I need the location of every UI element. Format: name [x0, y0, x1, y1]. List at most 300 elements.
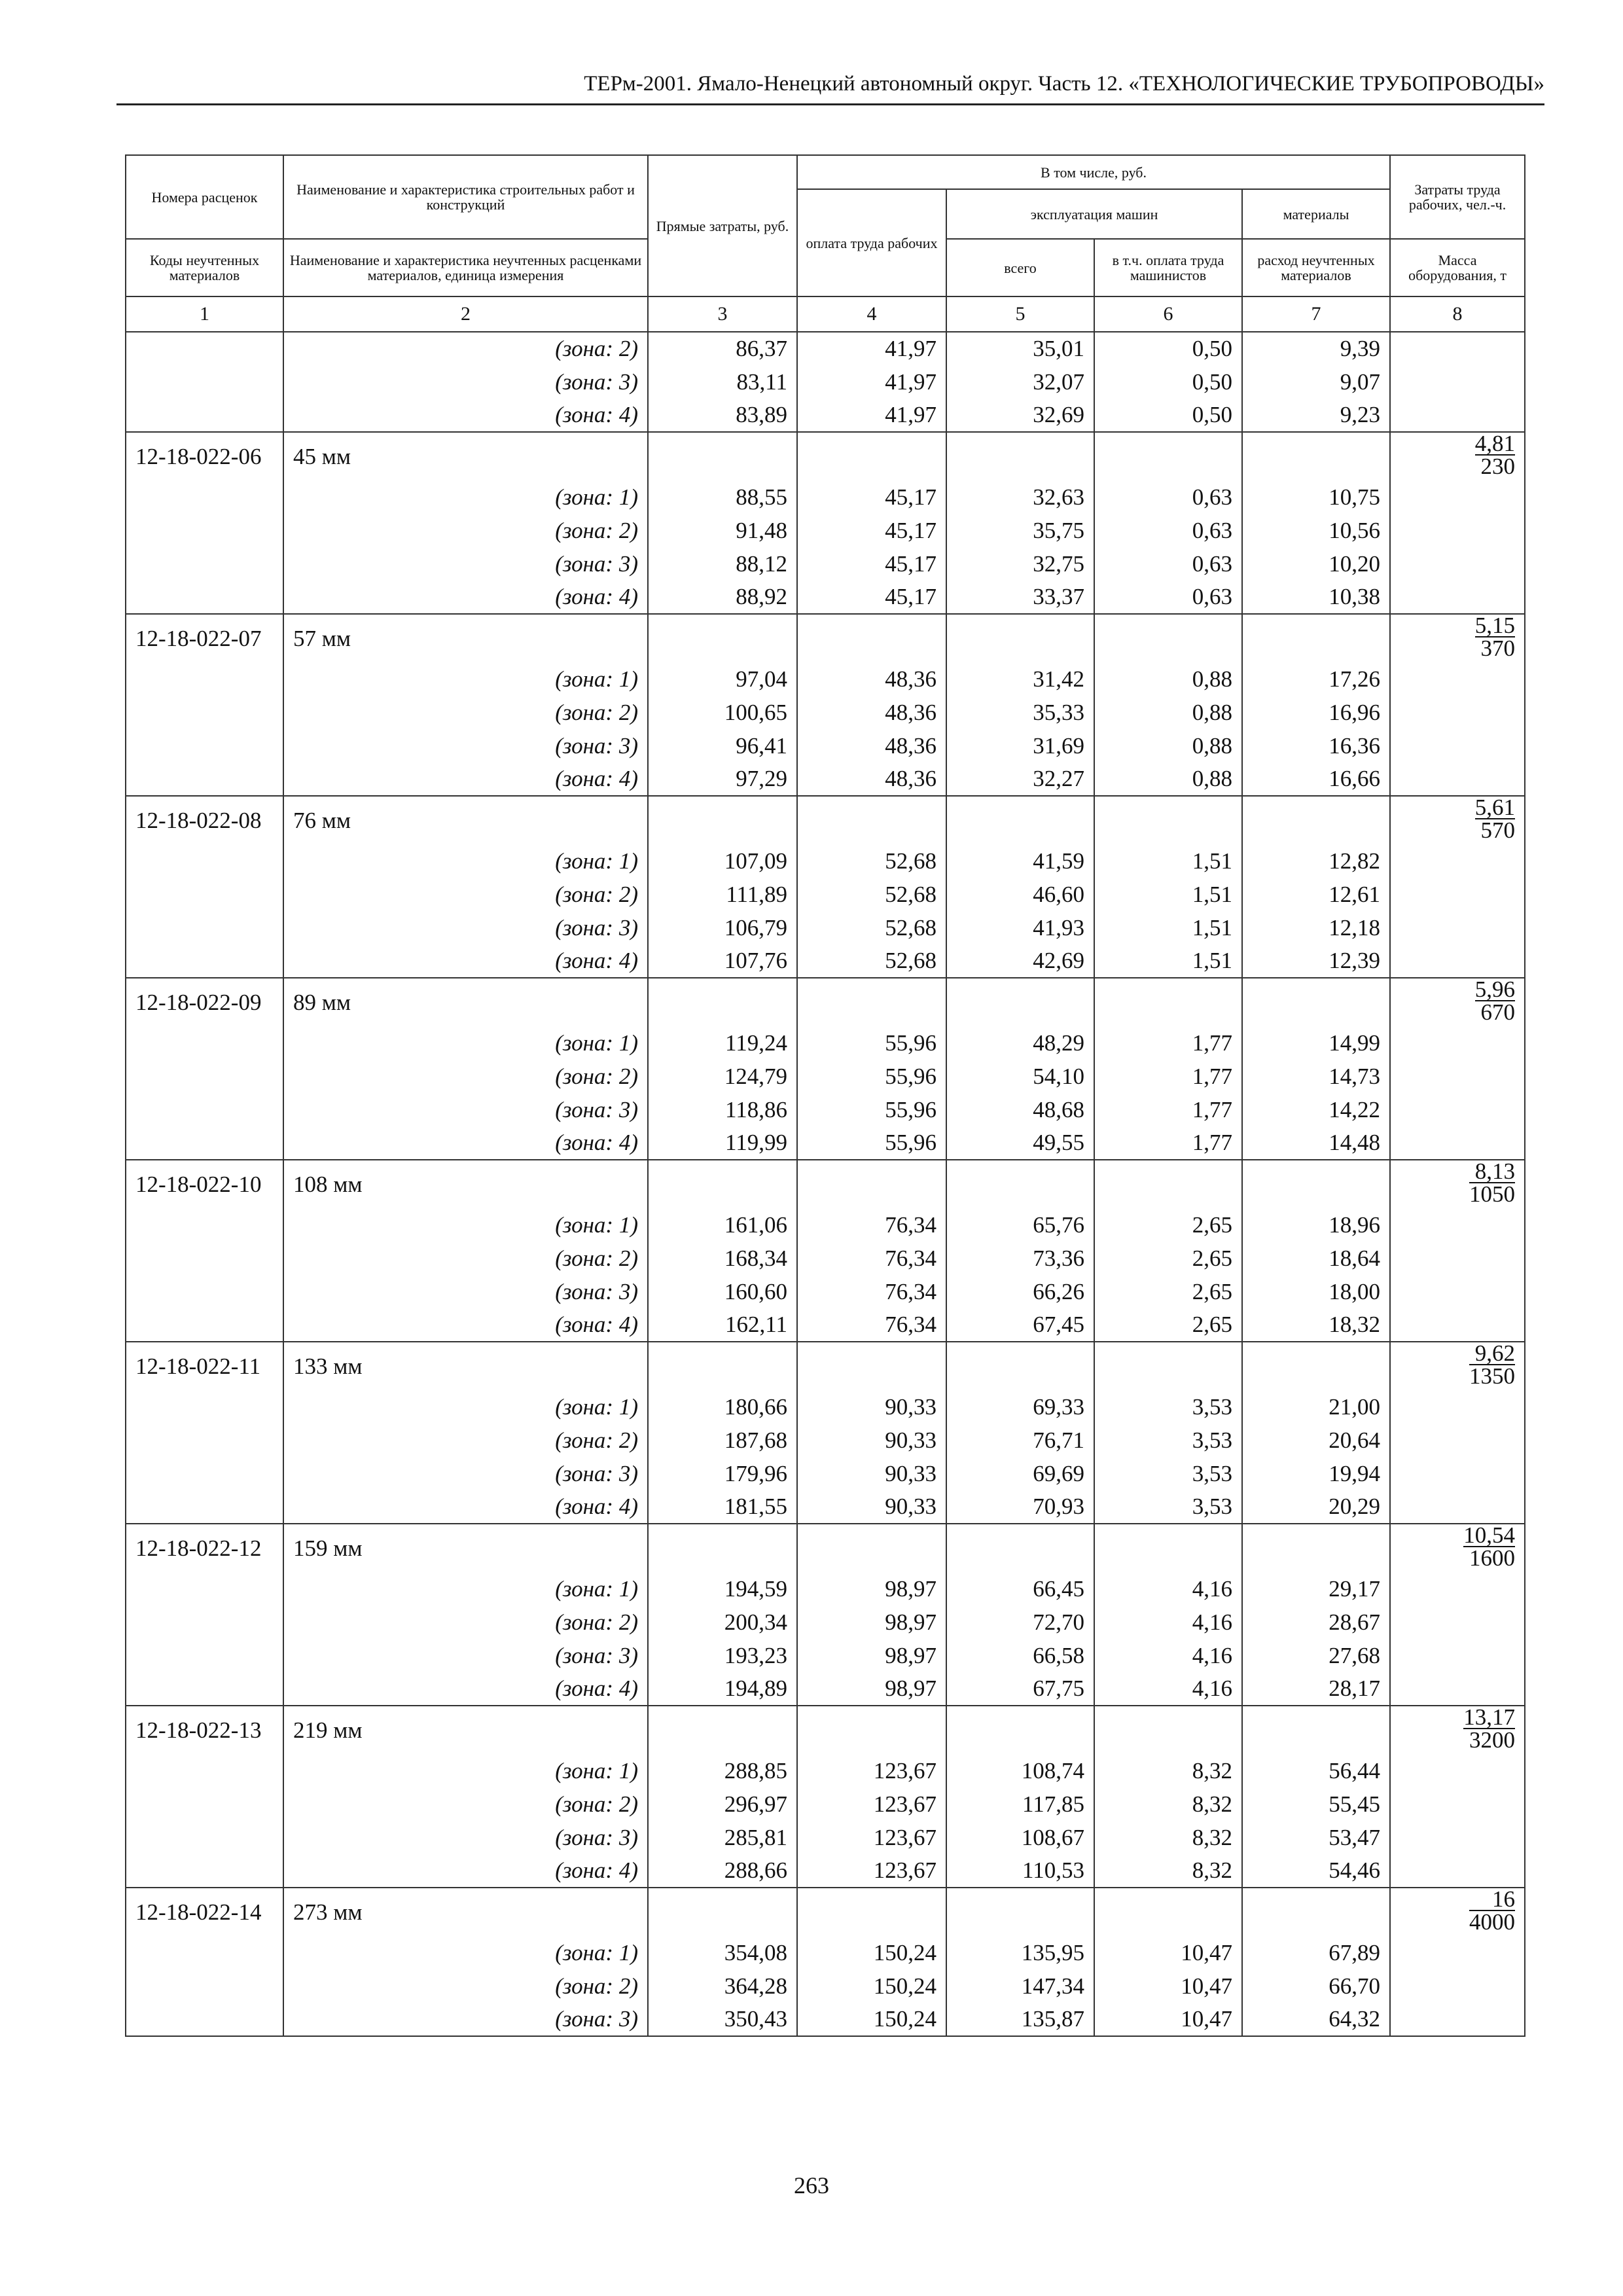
materials-cost: 14,48	[1242, 1126, 1390, 1160]
materials-cost: 12,18	[1242, 911, 1390, 944]
zone-label: (зона: 3)	[283, 1093, 648, 1126]
item-row	[126, 978, 1525, 1026]
materials-cost: 12,39	[1242, 944, 1390, 978]
empty-cell	[1390, 1605, 1525, 1639]
zone-label: (зона: 3)	[283, 1821, 648, 1854]
item-row	[126, 614, 1525, 662]
empty-cell	[1390, 911, 1525, 944]
machinist-wage: 1,51	[1094, 844, 1242, 878]
labor-mass-cell	[1390, 1160, 1525, 1208]
machinist-wage: 0,63	[1094, 480, 1242, 514]
empty-cell	[126, 1126, 283, 1160]
machinist-wage: 1,77	[1094, 1060, 1242, 1093]
zone-label: (зона: 1)	[283, 1208, 648, 1242]
empty-cell	[1390, 944, 1525, 978]
equipment-mass: 230	[1480, 454, 1516, 479]
machine-total: 32,27	[946, 762, 1094, 796]
direct-cost: 83,11	[648, 365, 797, 399]
equipment-mass: 1600	[1469, 1545, 1516, 1571]
machinist-wage: 0,50	[1094, 332, 1242, 365]
header-rule	[116, 103, 1544, 105]
machine-total: 41,93	[946, 911, 1094, 944]
empty-cell	[1094, 614, 1242, 662]
zone-label: (зона: 3)	[283, 1457, 648, 1490]
empty-cell	[1390, 1821, 1525, 1854]
empty-cell	[126, 1457, 283, 1490]
empty-cell	[126, 1936, 283, 1969]
worker-wage: 90,33	[797, 1424, 946, 1457]
empty-cell	[126, 2003, 283, 2036]
equipment-mass: 4000	[1469, 1909, 1516, 1935]
machine-total: 31,69	[946, 729, 1094, 762]
item-code: 12-18-022-11	[126, 1342, 283, 1390]
materials-cost: 10,56	[1242, 514, 1390, 547]
empty-cell	[126, 1424, 283, 1457]
worker-wage: 48,36	[797, 762, 946, 796]
machine-total: 135,95	[946, 1936, 1094, 1969]
zone-row	[126, 1572, 1525, 1605]
machinist-wage: 0,50	[1094, 365, 1242, 399]
price-table	[125, 154, 1525, 2037]
zone-label: (зона: 2)	[283, 332, 648, 365]
zone-label: (зона: 1)	[283, 1026, 648, 1060]
machine-total: 65,76	[946, 1208, 1094, 1242]
machinist-wage: 1,51	[1094, 878, 1242, 911]
worker-wage: 52,68	[797, 944, 946, 978]
header-num: 3	[648, 296, 797, 332]
worker-wage: 55,96	[797, 1060, 946, 1093]
machine-total: 66,58	[946, 1639, 1094, 1672]
worker-wage: 76,34	[797, 1242, 946, 1275]
header-group-machines: эксплуатация машин	[946, 189, 1242, 239]
empty-cell	[1390, 878, 1525, 911]
direct-cost: 350,43	[648, 2003, 797, 2036]
empty-cell	[126, 514, 283, 547]
zone-row	[126, 1754, 1525, 1787]
machine-total: 108,67	[946, 1821, 1094, 1854]
direct-cost: 179,96	[648, 1457, 797, 1490]
direct-cost: 187,68	[648, 1424, 797, 1457]
labor-mass-fraction	[1469, 1888, 1515, 1933]
table-header	[126, 155, 1525, 332]
zone-row	[126, 1936, 1525, 1969]
labor-mass-cell	[1390, 614, 1525, 662]
worker-wage: 41,97	[797, 332, 946, 365]
materials-cost: 67,89	[1242, 1936, 1390, 1969]
item-code: 12-18-022-13	[126, 1706, 283, 1754]
zone-row	[126, 2003, 1525, 2036]
direct-cost: 97,29	[648, 762, 797, 796]
empty-cell	[126, 1390, 283, 1424]
empty-cell	[797, 1524, 946, 1572]
equipment-mass: 570	[1480, 817, 1516, 843]
zone-label: (зона: 2)	[283, 696, 648, 729]
machine-total: 69,69	[946, 1457, 1094, 1490]
empty-cell	[1094, 432, 1242, 480]
worker-wage: 76,34	[797, 1308, 946, 1342]
empty-cell	[1390, 1672, 1525, 1706]
materials-cost: 16,36	[1242, 729, 1390, 762]
direct-cost: 296,97	[648, 1787, 797, 1821]
empty-cell	[1390, 1572, 1525, 1605]
machine-total: 35,33	[946, 696, 1094, 729]
labor-mass-cell	[1390, 1706, 1525, 1754]
direct-cost: 288,66	[648, 1854, 797, 1888]
zone-label: (зона: 2)	[283, 878, 648, 911]
zone-row	[126, 1787, 1525, 1821]
running-header: ТЕРм-2001. Ямало-Ненецкий автономный округ. Часть 12. «ТЕХНОЛОГИЧЕСКИЕ ТРУБОПРОВОДЫ»	[584, 72, 1544, 96]
zone-label: (зона: 1)	[283, 1572, 648, 1605]
empty-cell	[946, 978, 1094, 1026]
zone-label: (зона: 1)	[283, 1754, 648, 1787]
item-name: 57 мм	[283, 614, 648, 662]
header-group-materials: материалы	[1242, 189, 1390, 239]
zone-row	[126, 662, 1525, 696]
machine-total: 48,29	[946, 1026, 1094, 1060]
labor-mass-fraction	[1463, 1706, 1515, 1751]
empty-cell	[946, 1888, 1094, 1936]
materials-cost: 14,99	[1242, 1026, 1390, 1060]
zone-label: (зона: 4)	[283, 762, 648, 796]
empty-cell	[1390, 1242, 1525, 1275]
zone-row	[126, 1208, 1525, 1242]
header-num: 2	[283, 296, 648, 332]
zone-row	[126, 1672, 1525, 1706]
machinist-wage: 0,50	[1094, 399, 1242, 432]
machine-total: 110,53	[946, 1854, 1094, 1888]
machine-total: 73,36	[946, 1242, 1094, 1275]
empty-cell	[126, 1572, 283, 1605]
zone-row	[126, 332, 1525, 365]
materials-cost: 28,67	[1242, 1605, 1390, 1639]
zone-row	[126, 1242, 1525, 1275]
labor-mass-cell	[1390, 1342, 1525, 1390]
equipment-mass: 1050	[1469, 1181, 1516, 1207]
item-code: 12-18-022-06	[126, 432, 283, 480]
machine-total: 135,87	[946, 2003, 1094, 2036]
empty-cell	[126, 1672, 283, 1706]
direct-cost: 162,11	[648, 1308, 797, 1342]
header-col2-top: Наименование и характеристика строительных работ и конструкций	[283, 155, 648, 239]
header-col5: всего	[946, 239, 1094, 296]
worker-wage: 41,97	[797, 365, 946, 399]
empty-cell	[946, 614, 1094, 662]
empty-cell	[126, 944, 283, 978]
empty-cell	[126, 1639, 283, 1672]
machine-total: 76,71	[946, 1424, 1094, 1457]
empty-cell	[1242, 978, 1390, 1026]
materials-cost: 17,26	[1242, 662, 1390, 696]
worker-wage: 48,36	[797, 662, 946, 696]
labor-cost: 13,17	[1463, 1706, 1516, 1730]
machine-total: 48,68	[946, 1093, 1094, 1126]
labor-mass-cell	[1390, 796, 1525, 844]
labor-mass-cell	[1390, 1888, 1525, 1936]
empty-cell	[1390, 514, 1525, 547]
machinist-wage: 4,16	[1094, 1672, 1242, 1706]
zone-label: (зона: 3)	[283, 1639, 648, 1672]
header-col2-bottom: Наименование и характеристика неучтенных расценками материалов, единица измерения	[283, 239, 648, 296]
worker-wage: 98,97	[797, 1639, 946, 1672]
labor-cost: 9,62	[1469, 1342, 1515, 1365]
machinist-wage: 0,88	[1094, 662, 1242, 696]
zone-row	[126, 1969, 1525, 2003]
zone-label: (зона: 2)	[283, 1605, 648, 1639]
direct-cost: 194,89	[648, 1672, 797, 1706]
zone-row	[126, 514, 1525, 547]
header-col3: Прямые затраты, руб.	[648, 155, 797, 296]
empty-cell	[1242, 1888, 1390, 1936]
empty-cell	[1390, 1208, 1525, 1242]
worker-wage: 150,24	[797, 2003, 946, 2036]
materials-cost: 56,44	[1242, 1754, 1390, 1787]
materials-cost: 21,00	[1242, 1390, 1390, 1424]
empty-cell	[126, 1308, 283, 1342]
direct-cost: 124,79	[648, 1060, 797, 1093]
empty-cell	[126, 332, 283, 365]
empty-cell	[1390, 844, 1525, 878]
materials-cost: 28,17	[1242, 1672, 1390, 1706]
machine-total: 66,45	[946, 1572, 1094, 1605]
machinist-wage: 0,63	[1094, 547, 1242, 581]
empty-cell	[1390, 1457, 1525, 1490]
direct-cost: 160,60	[648, 1275, 797, 1308]
item-name: 133 мм	[283, 1342, 648, 1390]
equipment-mass: 3200	[1469, 1727, 1516, 1753]
labor-cost: 5,96	[1474, 978, 1516, 1002]
zone-row	[126, 1126, 1525, 1160]
labor-mass-fraction	[1475, 615, 1515, 659]
labor-cost: 10,54	[1463, 1524, 1516, 1548]
zone-row	[126, 547, 1525, 581]
item-code: 12-18-022-10	[126, 1160, 283, 1208]
worker-wage: 123,67	[797, 1854, 946, 1888]
machine-total: 49,55	[946, 1126, 1094, 1160]
zone-row	[126, 762, 1525, 796]
empty-cell	[126, 1787, 283, 1821]
empty-cell	[797, 1160, 946, 1208]
header-col8-bottom: Масса оборудования, т	[1390, 239, 1525, 296]
worker-wage: 52,68	[797, 878, 946, 911]
machinist-wage: 8,32	[1094, 1754, 1242, 1787]
empty-cell	[126, 729, 283, 762]
zone-label: (зона: 1)	[283, 1390, 648, 1424]
machine-total: 42,69	[946, 944, 1094, 978]
machinist-wage: 0,88	[1094, 762, 1242, 796]
item-code: 12-18-022-09	[126, 978, 283, 1026]
header-col4: оплата труда рабочих	[797, 189, 946, 296]
labor-mass-fraction	[1475, 978, 1515, 1023]
empty-cell	[648, 1888, 797, 1936]
zone-row	[126, 944, 1525, 978]
empty-cell	[1390, 1275, 1525, 1308]
machine-total: 46,60	[946, 878, 1094, 911]
machine-total: 32,69	[946, 399, 1094, 432]
worker-wage: 52,68	[797, 844, 946, 878]
worker-wage: 55,96	[797, 1093, 946, 1126]
empty-cell	[1390, 2003, 1525, 2036]
materials-cost: 16,96	[1242, 696, 1390, 729]
materials-cost: 12,82	[1242, 844, 1390, 878]
machine-total: 35,01	[946, 332, 1094, 365]
zone-row	[126, 1060, 1525, 1093]
empty-cell	[648, 614, 797, 662]
header-group-incl: В том числе, руб.	[797, 155, 1390, 189]
empty-cell	[126, 1605, 283, 1639]
machine-total: 41,59	[946, 844, 1094, 878]
machine-total: 31,42	[946, 662, 1094, 696]
empty-cell	[946, 1524, 1094, 1572]
materials-cost: 27,68	[1242, 1639, 1390, 1672]
empty-cell	[1390, 581, 1525, 614]
machine-total: 147,34	[946, 1969, 1094, 2003]
empty-cell	[126, 365, 283, 399]
materials-cost: 9,07	[1242, 365, 1390, 399]
machine-total: 69,33	[946, 1390, 1094, 1424]
empty-cell	[1390, 1093, 1525, 1126]
header-col8-top: Затраты труда рабочих, чел.-ч.	[1390, 155, 1525, 239]
zone-label: (зона: 1)	[283, 844, 648, 878]
machinist-wage: 1,77	[1094, 1026, 1242, 1060]
zone-label: (зона: 2)	[283, 1787, 648, 1821]
empty-cell	[126, 1026, 283, 1060]
zone-row	[126, 1605, 1525, 1639]
worker-wage: 52,68	[797, 911, 946, 944]
worker-wage: 90,33	[797, 1490, 946, 1524]
materials-cost: 29,17	[1242, 1572, 1390, 1605]
zone-label: (зона: 3)	[283, 2003, 648, 2036]
worker-wage: 55,96	[797, 1126, 946, 1160]
empty-cell	[1242, 1706, 1390, 1754]
direct-cost: 96,41	[648, 729, 797, 762]
empty-cell	[1242, 1524, 1390, 1572]
zone-label: (зона: 3)	[283, 547, 648, 581]
machine-total: 108,74	[946, 1754, 1094, 1787]
direct-cost: 364,28	[648, 1969, 797, 2003]
empty-cell	[126, 581, 283, 614]
direct-cost: 119,99	[648, 1126, 797, 1160]
machinist-wage: 10,47	[1094, 2003, 1242, 2036]
empty-cell	[1390, 1787, 1525, 1821]
labor-cost: 16	[1469, 1888, 1515, 1911]
labor-cost: 4,81	[1474, 432, 1516, 456]
direct-cost: 106,79	[648, 911, 797, 944]
zone-row	[126, 1093, 1525, 1126]
header-num: 5	[946, 296, 1094, 332]
worker-wage: 55,96	[797, 1026, 946, 1060]
machine-total: 70,93	[946, 1490, 1094, 1524]
item-row	[126, 1888, 1525, 1936]
worker-wage: 48,36	[797, 696, 946, 729]
empty-cell	[1094, 1160, 1242, 1208]
zone-label: (зона: 3)	[283, 911, 648, 944]
zone-label: (зона: 4)	[283, 1490, 648, 1524]
machine-total: 72,70	[946, 1605, 1094, 1639]
labor-mass-fraction	[1475, 797, 1515, 841]
zone-label: (зона: 4)	[283, 1126, 648, 1160]
labor-cost: 8,13	[1469, 1160, 1515, 1183]
materials-cost: 53,47	[1242, 1821, 1390, 1854]
empty-cell	[126, 696, 283, 729]
materials-cost: 18,96	[1242, 1208, 1390, 1242]
zone-label: (зона: 2)	[283, 1424, 648, 1457]
zone-row	[126, 1390, 1525, 1424]
materials-cost: 64,32	[1242, 2003, 1390, 2036]
machinist-wage: 1,77	[1094, 1126, 1242, 1160]
direct-cost: 111,89	[648, 878, 797, 911]
materials-cost: 54,46	[1242, 1854, 1390, 1888]
worker-wage: 98,97	[797, 1572, 946, 1605]
zone-label: (зона: 3)	[283, 365, 648, 399]
item-name: 273 мм	[283, 1888, 648, 1936]
zone-row	[126, 399, 1525, 432]
zone-row	[126, 1457, 1525, 1490]
zone-row	[126, 878, 1525, 911]
worker-wage: 45,17	[797, 514, 946, 547]
empty-cell	[648, 978, 797, 1026]
machinist-wage: 4,16	[1094, 1605, 1242, 1639]
empty-cell	[797, 1888, 946, 1936]
empty-cell	[1390, 399, 1525, 432]
labor-mass-fraction	[1463, 1524, 1515, 1569]
machinist-wage: 4,16	[1094, 1572, 1242, 1605]
page-number: 263	[794, 2172, 829, 2198]
empty-cell	[1390, 1424, 1525, 1457]
empty-cell	[648, 432, 797, 480]
direct-cost: 107,09	[648, 844, 797, 878]
materials-cost: 9,23	[1242, 399, 1390, 432]
empty-cell	[946, 1706, 1094, 1754]
empty-cell	[946, 1342, 1094, 1390]
zone-row	[126, 844, 1525, 878]
worker-wage: 45,17	[797, 480, 946, 514]
item-code: 12-18-022-14	[126, 1888, 283, 1936]
zone-label: (зона: 1)	[283, 662, 648, 696]
zone-row	[126, 1026, 1525, 1060]
machine-total: 32,63	[946, 480, 1094, 514]
empty-cell	[126, 1242, 283, 1275]
empty-cell	[1390, 1854, 1525, 1888]
empty-cell	[1390, 332, 1525, 365]
empty-cell	[1390, 1639, 1525, 1672]
machine-total: 67,45	[946, 1308, 1094, 1342]
zone-row	[126, 365, 1525, 399]
worker-wage: 41,97	[797, 399, 946, 432]
direct-cost: 180,66	[648, 1390, 797, 1424]
direct-cost: 88,55	[648, 480, 797, 514]
item-name: 108 мм	[283, 1160, 648, 1208]
empty-cell	[1390, 1754, 1525, 1787]
empty-cell	[797, 614, 946, 662]
worker-wage: 90,33	[797, 1390, 946, 1424]
empty-cell	[797, 796, 946, 844]
direct-cost: 288,85	[648, 1754, 797, 1787]
empty-cell	[946, 432, 1094, 480]
direct-cost: 285,81	[648, 1821, 797, 1854]
worker-wage: 123,67	[797, 1821, 946, 1854]
header-col7: расход неучтенных материалов	[1242, 239, 1390, 296]
empty-cell	[1242, 614, 1390, 662]
worker-wage: 150,24	[797, 1969, 946, 2003]
machinist-wage: 0,63	[1094, 581, 1242, 614]
empty-cell	[126, 1821, 283, 1854]
materials-cost: 9,39	[1242, 332, 1390, 365]
item-row	[126, 1342, 1525, 1390]
direct-cost: 88,92	[648, 581, 797, 614]
worker-wage: 123,67	[797, 1754, 946, 1787]
zone-label: (зона: 4)	[283, 1854, 648, 1888]
machinist-wage: 1,51	[1094, 911, 1242, 944]
